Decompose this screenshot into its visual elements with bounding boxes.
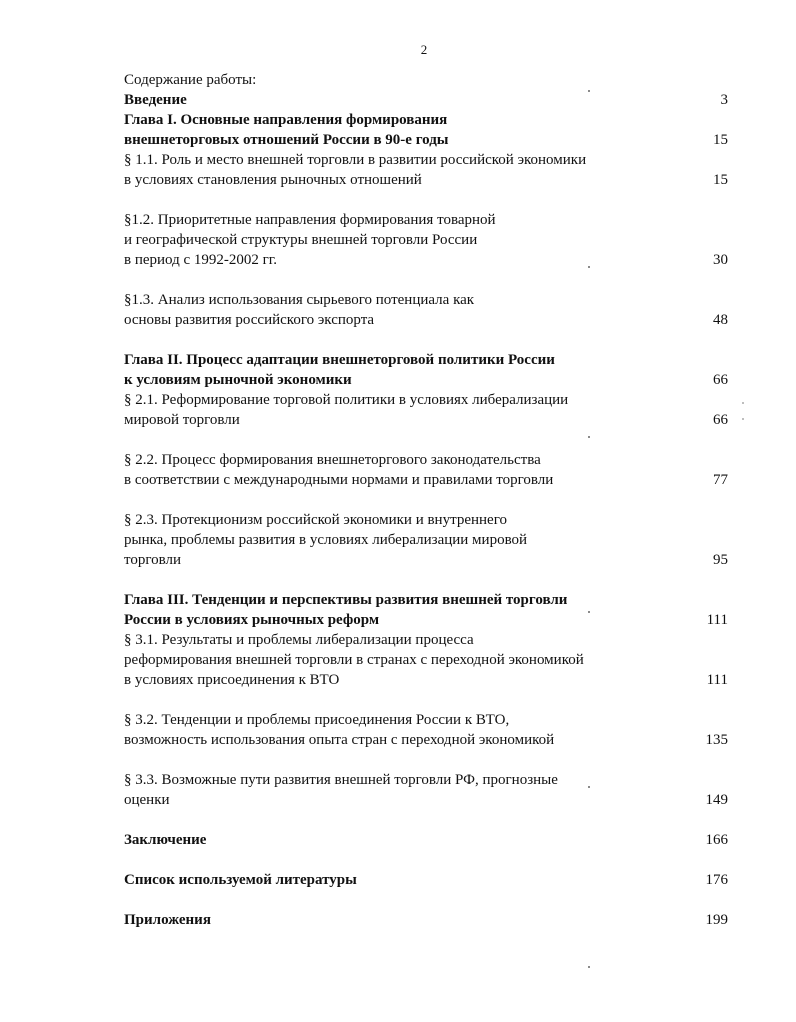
toc-entry-title: § 1.1. Роль и место внешней торговли в развитии российской экономики [124,152,587,168]
toc-entry-title: Глава I. Основные направления формирования [124,112,448,128]
toc-entry-title: в соответствии с международными нормами и правилами торговли [124,472,554,488]
scan-speck [742,402,744,404]
toc-entry-section-3-1 [124,630,728,690]
toc-page-number: 111 [706,672,728,688]
toc-entry-title: § 2.1. Реформирование торговой политики в условиях либерализации [124,392,569,408]
toc-entry-title: возможность использования опыта стран с переходной экономикой [124,732,555,748]
toc-entry-title: § 2.2. Процесс формирования внешнеторгового законодательства [124,452,541,468]
toc-entry-title: мировой торговли [124,412,240,428]
toc-page-number: 15 [713,172,728,188]
toc-entry-section-1-1 [124,150,728,190]
toc-entry-title: Глава III. Тенденции и перспективы развития внешней торговли [124,592,568,608]
toc-entry-chapter-3 [124,590,728,630]
toc-page-number: 15 [713,132,728,148]
toc-entry-chapter-2 [124,350,728,390]
toc-entry-title: § 3.2. Тенденции и проблемы присоединения России к ВТО, [124,712,510,728]
toc-entry-title: оценки [124,792,170,808]
toc-entry-chapter-1 [124,110,728,150]
toc-entry-section-1-2 [124,210,728,270]
toc-entry-title: рынка, проблемы развития в условиях либерализации мировой [124,532,528,548]
toc-entry-title: внешнеторговых отношений России в 90-е годы [124,132,449,148]
toc-entry-appendices [124,910,728,930]
toc-page-number: 30 [713,252,728,268]
toc-entry-bibliography [124,870,728,890]
toc-entry-title: торговли [124,552,182,568]
scan-speck [588,90,590,92]
toc-entry-section-1-3 [124,290,728,330]
toc-page-number: 48 [713,312,728,328]
toc-entry-title: к условиям рыночной экономики [124,372,352,388]
toc-entry-title: Список используемой литературы [124,872,357,888]
toc-page-number: 149 [705,792,728,808]
scan-speck [588,266,590,268]
scan-speck [742,418,744,420]
toc-entry-title: § 3.3. Возможные пути развития внешней торговли РФ, прогнозные [124,772,558,788]
toc-entry-conclusion [124,830,728,850]
toc-heading: Содержание работы: [124,72,257,88]
toc-entry-title: Глава II. Процесс адаптации внешнеторговой политики России [124,352,555,368]
toc-entry-title: § 3.1. Результаты и проблемы либерализации процесса [124,632,474,648]
toc-page-number: 135 [705,732,728,748]
toc-entry-section-3-3 [124,770,728,810]
toc-page-number: 3 [720,92,728,108]
scan-speck [588,786,590,788]
toc-entry-title: §1.2. Приоритетные направления формирования товарной [124,212,496,228]
table-of-contents [124,70,728,930]
toc-entry-introduction [124,90,728,110]
toc-page-number: 77 [713,472,728,488]
toc-page-number: 66 [713,372,728,388]
toc-page-number: 95 [713,552,728,568]
toc-entry-section-3-2 [124,710,728,750]
scan-speck [588,966,590,968]
toc-entry-title: § 2.3. Протекционизм российской экономики и внутреннего [124,512,507,528]
toc-entry-title: §1.3. Анализ использования сырьевого потенциала как [124,292,475,308]
toc-page-number: 66 [713,412,728,428]
toc-entry-section-2-3 [124,510,728,570]
toc-entry-title: основы развития российского экспорта [124,312,375,328]
scan-speck [588,611,590,613]
toc-entry-section-2-2 [124,450,728,490]
toc-entry-title: реформирования внешней торговли в странах с переходной экономикой [124,652,584,668]
toc-entry-title: в условиях становления рыночных отношений [124,172,422,188]
toc-page-number: 176 [705,872,728,888]
toc-entry-title: в период с 1992-2002 гг. [124,252,278,268]
toc-entry-title: Приложения [124,912,211,928]
toc-page-number: 111 [706,612,728,628]
toc-page-number: 199 [705,912,728,928]
toc-entry-title: России в условиях рыночных реформ [124,612,380,628]
toc-entry-title: Заключение [124,832,207,848]
toc-entry-title: и географической структуры внешней торговли России [124,232,478,248]
toc-entry-title: в условиях присоединения к ВТО [124,672,340,688]
scan-speck [588,436,590,438]
page-number: 2 [420,42,428,57]
toc-entry-title: Введение [124,92,187,108]
toc-entry-section-2-1 [124,390,728,430]
toc-page-number: 166 [705,832,728,848]
